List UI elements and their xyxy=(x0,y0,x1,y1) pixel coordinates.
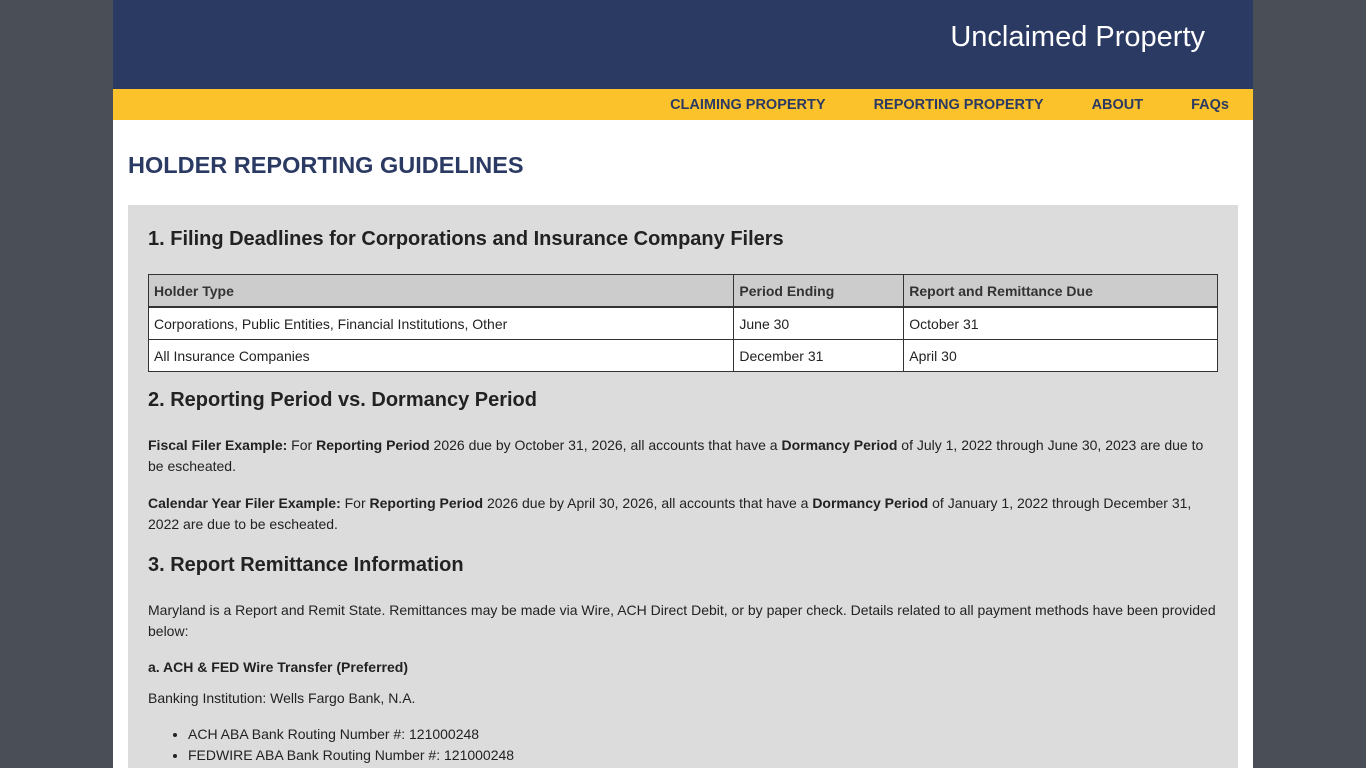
text-span: of January 1, 2022 through December 31, 2022 are due to be escheated. xyxy=(148,495,1192,532)
text-span: 2026 due by April 30, 2026, all accounts that have a xyxy=(483,495,813,511)
remittance-intro: Maryland is a Report and Remit State. Remittances may be made via Wire, ACH Direct Debit, or by paper check. Details related to all payment methods have been provided below: xyxy=(148,602,1216,639)
ach-wire-subheading: a. ACH & FED Wire Transfer (Preferred) xyxy=(148,659,408,675)
section3-heading: 3. Report Remittance Information xyxy=(148,554,464,576)
column-header: Period Ending xyxy=(734,275,904,308)
fiscal-filer-example xyxy=(148,435,1218,477)
routing-list xyxy=(148,724,514,766)
nav-claiming-property[interactable]: CLAIMING PROPERTY xyxy=(670,96,826,113)
calendar-filer-example xyxy=(148,493,1218,535)
table-cell: June 30 xyxy=(734,307,904,340)
nav-about[interactable]: ABOUT xyxy=(1091,96,1144,113)
nav-reporting-property[interactable]: REPORTING PROPERTY xyxy=(873,96,1044,113)
column-header: Holder Type xyxy=(149,275,734,308)
site-header xyxy=(113,0,1253,89)
deadlines-table xyxy=(148,274,1218,372)
table-row xyxy=(149,340,1218,372)
table-cell: October 31 xyxy=(904,307,1218,340)
text-span: of July 1, 2022 through June 30, 2023 are due to be escheated. xyxy=(148,437,1204,474)
nav-faqs[interactable]: FAQs xyxy=(1191,96,1229,113)
section2-heading: 2. Reporting Period vs. Dormancy Period xyxy=(148,389,537,411)
table-header-row xyxy=(149,275,1218,308)
page-container xyxy=(113,0,1253,768)
content-panel xyxy=(128,205,1238,768)
text-span: For xyxy=(287,437,317,453)
reporting-period-term: Reporting Period xyxy=(316,437,430,453)
calendar-label: Calendar Year Filer Example: xyxy=(148,495,341,511)
text-span: For xyxy=(340,495,370,511)
table-cell: Corporations, Public Entities, Financial Institutions, Other xyxy=(149,307,734,340)
fiscal-label: Fiscal Filer Example: xyxy=(148,437,288,453)
reporting-period-term: Reporting Period xyxy=(369,495,484,511)
section1-heading: 1. Filing Deadlines for Corporations and Insurance Company Filers xyxy=(148,228,784,250)
table-row xyxy=(149,307,1218,340)
site-title[interactable]: Unclaimed Property xyxy=(950,21,1205,53)
column-header: Report and Remittance Due xyxy=(904,275,1218,308)
main-nav xyxy=(113,89,1253,120)
table-cell: April 30 xyxy=(904,340,1218,372)
table-cell: All Insurance Companies xyxy=(149,340,734,372)
list-item: • FEDWIRE ABA Bank Routing Number #: 121000248 xyxy=(188,745,514,766)
table-cell: December 31 xyxy=(734,340,904,372)
list-item: • ACH ABA Bank Routing Number #: 121000248 xyxy=(188,724,514,745)
text-span: 2026 due by October 31, 2026, all accounts that have a xyxy=(429,437,782,453)
dormancy-period-term: Dormancy Period xyxy=(812,495,929,511)
page-title: HOLDER REPORTING GUIDELINES xyxy=(128,152,524,178)
banking-institution: Banking Institution: Wells Fargo Bank, N.A. xyxy=(148,690,416,706)
dormancy-period-term: Dormancy Period xyxy=(781,437,898,453)
